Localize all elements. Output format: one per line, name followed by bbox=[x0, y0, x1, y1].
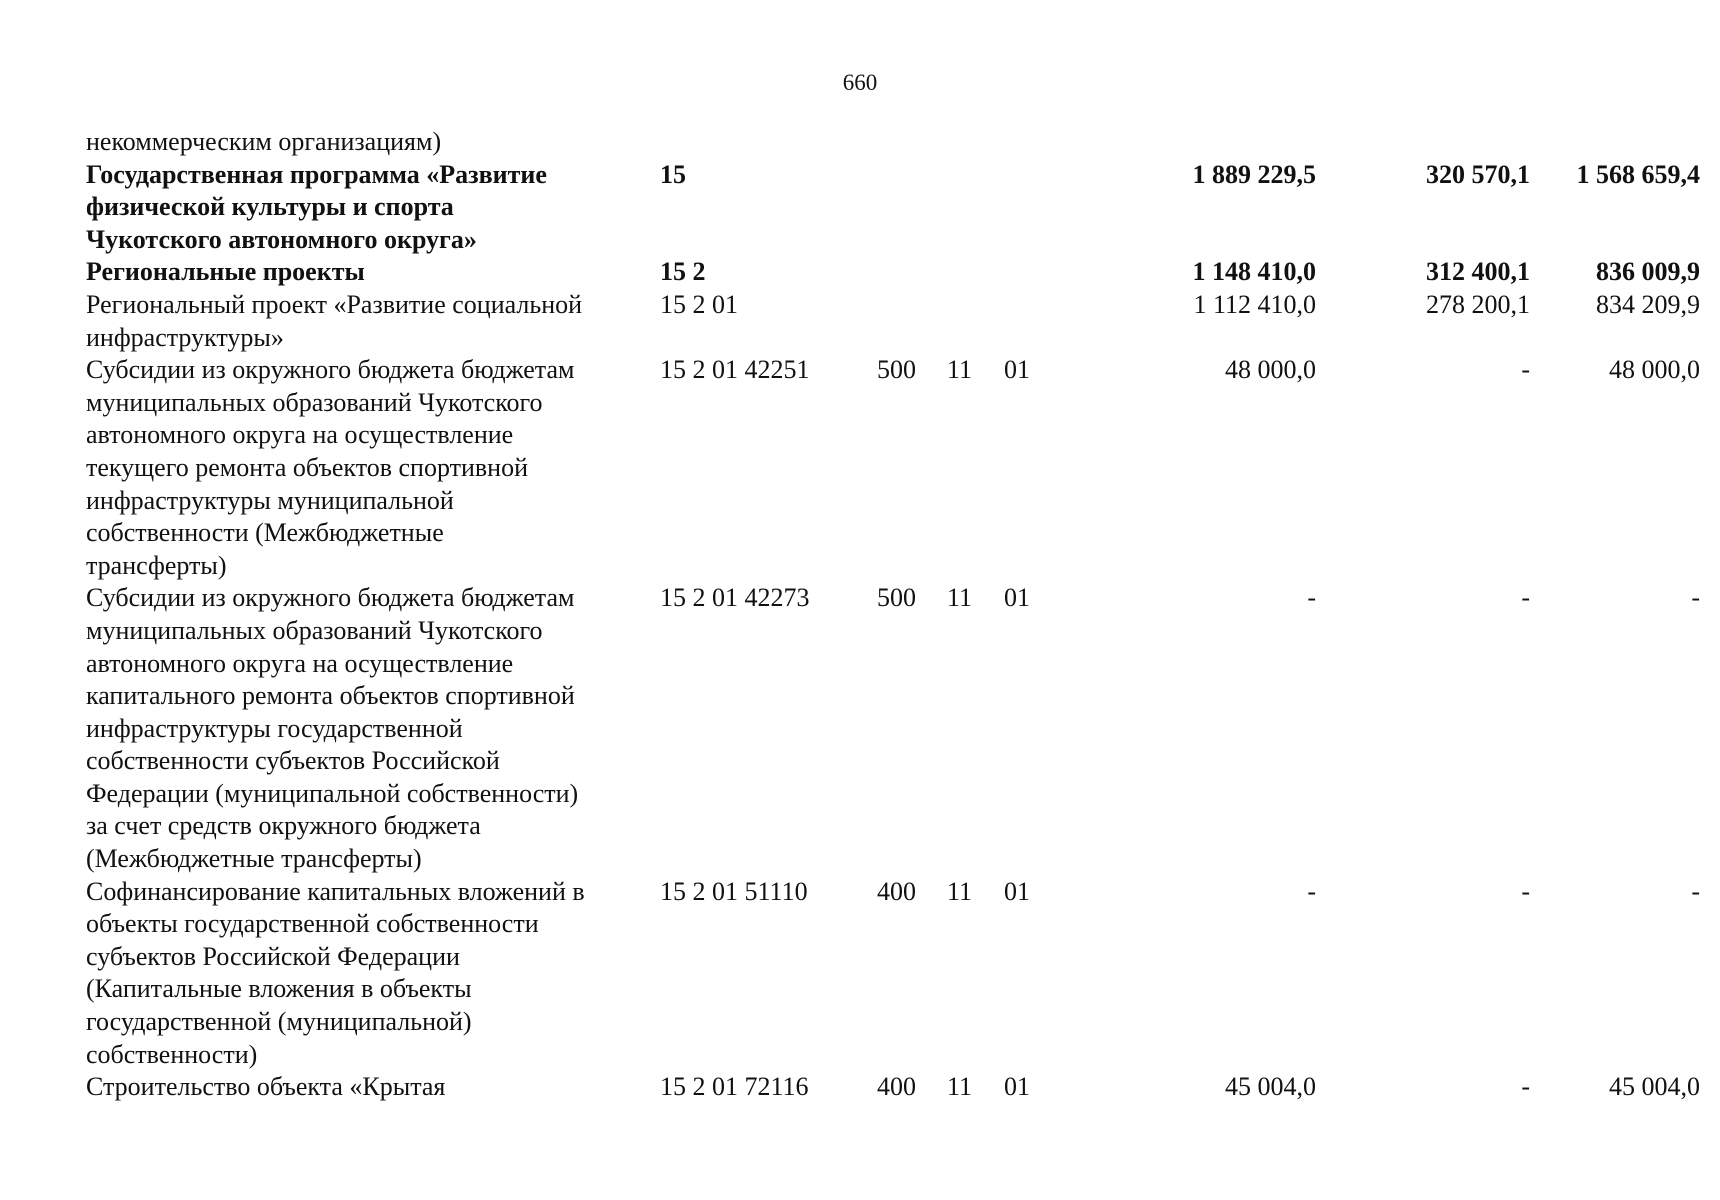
row-name bbox=[86, 256, 646, 289]
section-code: 11 bbox=[946, 583, 972, 613]
page-number: 660 bbox=[842, 70, 878, 95]
expense-type-code: 400 bbox=[877, 1072, 916, 1102]
district-budget-amount: 836 009,9 bbox=[1596, 257, 1700, 287]
row-name-line: трансферты) bbox=[86, 550, 227, 580]
expense-type-code: 400 bbox=[877, 876, 916, 906]
row-name-line: муниципальных образований Чукотского bbox=[86, 615, 543, 645]
section-code: 11 bbox=[946, 1072, 972, 1102]
row-name-line: Софинансирование капитальных вложений в bbox=[86, 876, 585, 906]
district-budget-amount: - bbox=[1691, 876, 1700, 906]
row-name bbox=[86, 159, 646, 257]
total-amount: - bbox=[1307, 583, 1316, 613]
table-row bbox=[86, 354, 1700, 582]
row-name-line: Федерации (муниципальной собственности) bbox=[86, 778, 579, 808]
target-article-code: 15 2 bbox=[660, 257, 706, 287]
row-name-line: капитального ремонта объектов спортивной bbox=[86, 681, 575, 711]
district-budget-amount: 45 004,0 bbox=[1609, 1072, 1700, 1102]
total-amount: 1 889 229,5 bbox=[1192, 159, 1316, 189]
row-name-line: Региональные проекты bbox=[86, 257, 365, 287]
row-name-line: субъектов Российской Федерации bbox=[86, 941, 460, 971]
row-name-line: собственности (Межбюджетные bbox=[86, 518, 444, 548]
row-name-line: физической культуры и спорта bbox=[86, 192, 454, 222]
expense-type-code: 500 bbox=[877, 583, 916, 613]
subsection-code: 01 bbox=[1004, 876, 1030, 906]
row-name-line: государственной (муниципальной) bbox=[86, 1007, 472, 1037]
row-name bbox=[86, 289, 646, 354]
row-name-line: Субсидии из окружного бюджета бюджетам bbox=[86, 355, 575, 385]
target-article-code: 15 2 01 42251 bbox=[660, 355, 810, 385]
subsection-code: 01 bbox=[1004, 355, 1030, 385]
row-name-line: (Капитальные вложения в объекты bbox=[86, 974, 472, 1004]
row-name-line: автономного округа на осуществление bbox=[86, 648, 514, 678]
row-name-line: текущего ремонта объектов спортивной bbox=[86, 452, 529, 482]
row-name-line: инфраструктуры государственной bbox=[86, 713, 463, 743]
row-name-line: собственности) bbox=[86, 1039, 258, 1069]
row-name-line: Субсидии из окружного бюджета бюджетам bbox=[86, 583, 575, 613]
district-budget-amount: 834 209,9 bbox=[1596, 289, 1700, 319]
federal-budget-amount: 312 400,1 bbox=[1426, 257, 1530, 287]
section-code: 11 bbox=[946, 876, 972, 906]
total-amount: 45 004,0 bbox=[1225, 1072, 1316, 1102]
row-name-line: объекты государственной собственности bbox=[86, 909, 539, 939]
table-row bbox=[86, 256, 1700, 289]
row-name-line: Строительство объекта «Крытая bbox=[86, 1072, 446, 1102]
total-amount: 1 148 410,0 bbox=[1192, 257, 1316, 287]
row-name bbox=[86, 1071, 646, 1104]
row-name-line: инфраструктуры» bbox=[86, 322, 284, 352]
total-amount: 1 112 410,0 bbox=[1193, 289, 1316, 319]
target-article-code: 15 2 01 51110 bbox=[660, 876, 808, 906]
target-article-code: 15 2 01 bbox=[660, 289, 738, 319]
table-row bbox=[86, 159, 1700, 257]
district-budget-amount: - bbox=[1691, 583, 1700, 613]
row-name-line: муниципальных образований Чукотского bbox=[86, 387, 543, 417]
row-name-line: (Межбюджетные трансферты) bbox=[86, 844, 422, 874]
subsection-code: 01 bbox=[1004, 1072, 1030, 1102]
row-name-line: автономного округа на осуществление bbox=[86, 420, 514, 450]
section-code: 11 bbox=[946, 355, 972, 385]
federal-budget-amount: - bbox=[1521, 876, 1530, 906]
row-name bbox=[86, 354, 646, 582]
row-name bbox=[86, 582, 646, 875]
district-budget-amount: 48 000,0 bbox=[1609, 355, 1700, 385]
district-budget-amount: 1 568 659,4 bbox=[1576, 159, 1700, 189]
target-article-code: 15 2 01 42273 bbox=[660, 583, 810, 613]
target-article-code: 15 bbox=[660, 159, 686, 189]
row-name-line: Чукотского автономного округа» bbox=[86, 224, 477, 254]
subsection-code: 01 bbox=[1004, 583, 1030, 613]
row-name bbox=[86, 876, 646, 1072]
federal-budget-amount: - bbox=[1521, 1072, 1530, 1102]
row-name bbox=[86, 126, 646, 159]
expense-type-code: 500 bbox=[877, 355, 916, 385]
budget-table bbox=[86, 126, 1700, 1104]
table-row bbox=[86, 876, 1700, 1072]
target-article-code: 15 2 01 72116 bbox=[660, 1072, 809, 1102]
federal-budget-amount: - bbox=[1521, 355, 1530, 385]
row-name-line: инфраструктуры муниципальной bbox=[86, 485, 454, 515]
federal-budget-amount: 320 570,1 bbox=[1426, 159, 1530, 189]
row-name-line: некоммерческим организациям) bbox=[86, 127, 442, 156]
table-row bbox=[86, 1071, 1700, 1104]
total-amount: - bbox=[1307, 876, 1316, 906]
federal-budget-amount: 278 200,1 bbox=[1426, 289, 1530, 319]
row-name-line: Региональный проект «Развитие социальной bbox=[86, 289, 583, 319]
row-name-line: собственности субъектов Российской bbox=[86, 746, 500, 776]
row-name-line: Государственная программа «Развитие bbox=[86, 159, 547, 189]
federal-budget-amount: - bbox=[1521, 583, 1530, 613]
table-row bbox=[86, 289, 1700, 354]
table-row bbox=[86, 582, 1700, 875]
total-amount: 48 000,0 bbox=[1225, 355, 1316, 385]
row-name-line: за счет средств окружного бюджета bbox=[86, 811, 481, 841]
table-row bbox=[86, 126, 1626, 159]
